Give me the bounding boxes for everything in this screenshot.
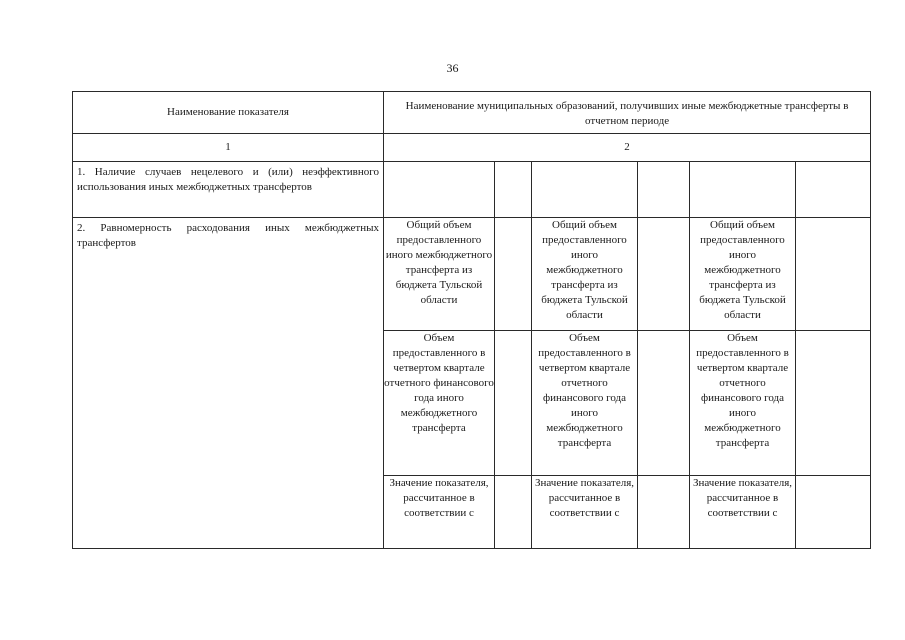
row-1-indicator: 1. Наличие случаев нецелевого и (или) неэффективного использования иных межбюджетных трансфертов <box>73 162 384 218</box>
page-number: 36 <box>446 61 459 75</box>
empty-cell <box>796 331 871 476</box>
empty-cell <box>638 331 690 476</box>
empty-cell <box>638 218 690 331</box>
row-1-cell <box>495 162 532 218</box>
row-1-cell <box>384 162 495 218</box>
q4-volume-cell-b: Объем предоставленного в четвертом квартале отчетного финансового года иного межбюджетного трансферта <box>532 331 638 476</box>
empty-cell <box>495 476 532 549</box>
row-1-cell <box>532 162 638 218</box>
empty-cell <box>638 476 690 549</box>
header-municipalities: Наименование муниципальных образований, получивших иные межбюджетные трансферты в отчетном периоде <box>384 92 871 134</box>
empty-cell <box>796 218 871 331</box>
total-volume-cell-a: Общий объем предоставленного иного межбюджетного трансферта из бюджета Тульской области <box>384 218 495 331</box>
column-number-row <box>73 134 871 162</box>
column-number-2: 2 <box>384 134 871 162</box>
empty-cell <box>796 476 871 549</box>
indicator-value-cell-b: Значение показателя, рассчитанное в соответствии с <box>532 476 638 549</box>
table-row-misuse <box>73 162 871 218</box>
q4-volume-cell-a: Объем предоставленного в четвертом квартале отчетного финансового года иного межбюджетного трансферта <box>384 331 495 476</box>
total-volume-cell-b: Общий объем предоставленного иного межбюджетного трансферта из бюджета Тульской области <box>532 218 638 331</box>
empty-cell <box>495 331 532 476</box>
row-1-cell <box>690 162 796 218</box>
q4-volume-cell-c: Объем предоставленного в четвертом квартале отчетного финансового года иного межбюджетного трансферта <box>690 331 796 476</box>
header-row <box>73 92 871 134</box>
row-2-indicator: 2. Равномерность расходования иных межбюджетных трансфертов <box>73 218 384 549</box>
empty-cell <box>495 218 532 331</box>
row-1-cell <box>638 162 690 218</box>
indicator-value-cell-a: Значение показателя, рассчитанное в соответствии с <box>384 476 495 549</box>
indicator-value-cell-c: Значение показателя, рассчитанное в соответствии с <box>690 476 796 549</box>
total-volume-cell-c: Общий объем предоставленного иного межбюджетного трансферта из бюджета Тульской области <box>690 218 796 331</box>
row-1-cell <box>796 162 871 218</box>
table-row-total-volume <box>73 218 871 331</box>
header-indicator-name: Наименование показателя <box>73 92 384 134</box>
column-number-1: 1 <box>73 134 384 162</box>
indicator-table <box>72 91 871 549</box>
